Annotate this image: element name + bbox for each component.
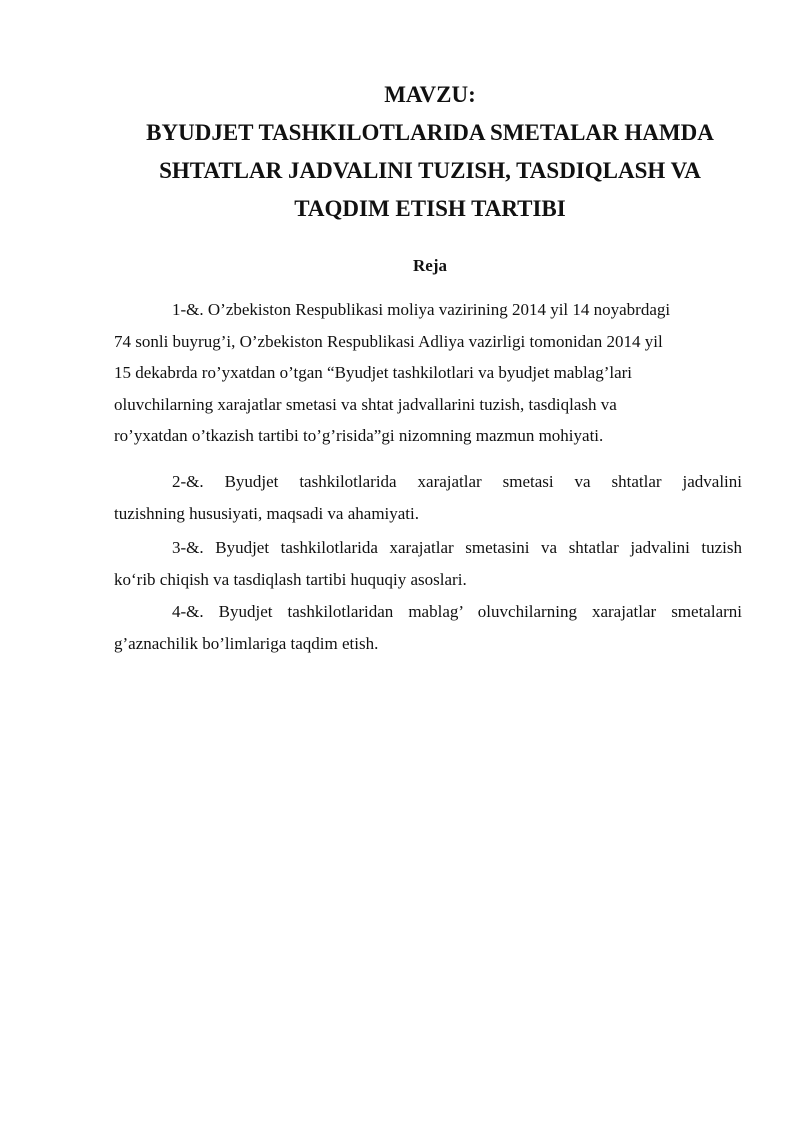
plan-item-1 [114,294,742,452]
document-title [100,76,760,228]
plan-item-2 [114,466,742,529]
plan-item-line: 2-&. Byudjet tashkilotlarida xarajatlar smetasi va shtatlar jadvalini [172,472,742,491]
plan-item-4 [114,596,742,659]
plan-item-line: 3-&. Byudjet tashkilotlarida xarajatlar smetasini va shtatlar jadvalini tuzish [172,538,742,557]
plan-item-line: g’aznachilik bo’limlariga taqdim etish. [114,633,379,653]
plan-item-line: 1-&. O’zbekiston Respublikasi moliya vazirining 2014 yil 14 noyabrdagi [172,300,671,319]
plan-heading: Reja [413,256,447,275]
plan-item-line: ko‘rib chiqish va tasdiqlash tartibi huquqiy asoslari. [114,569,467,589]
title-line: BYUDJET TASHKILOTLARIDA SMETALAR HAMDA [146,120,714,145]
plan-item-3 [114,532,742,595]
title-line: TAQDIM ETISH TARTIBI [294,196,566,221]
plan-item-line: 74 sonli buyrug’i, O’zbekiston Respublikasi Adliya vazirligi tomonidan 2014 yil [114,331,663,351]
plan-item-line: oluvchilarning xarajatlar smetasi va shtat jadvallarini tuzish, tasdiqlash va [114,394,617,414]
plan-item-line: tuzishning hususiyati, maqsadi va ahamiyati. [114,503,420,523]
plan-item-line: 4-&. Byudjet tashkilotlaridan mablag’ oluvchilarning xarajatlar smetalarni [172,602,742,621]
title-line: SHTATLAR JADVALINI TUZISH, TASDIQLASH VA [159,158,701,183]
title-line-mavzu: MAVZU: [384,82,476,107]
plan-item-line: ro’yxatdan o’tkazish tartibi to’g’risida”gi nizomning mazmun mohiyati. [114,426,604,445]
plan-item-line: 15 dekabrda ro’yxatdan o’tgan “Byudjet tashkilotlari va byudjet mablag’lari [114,363,633,382]
